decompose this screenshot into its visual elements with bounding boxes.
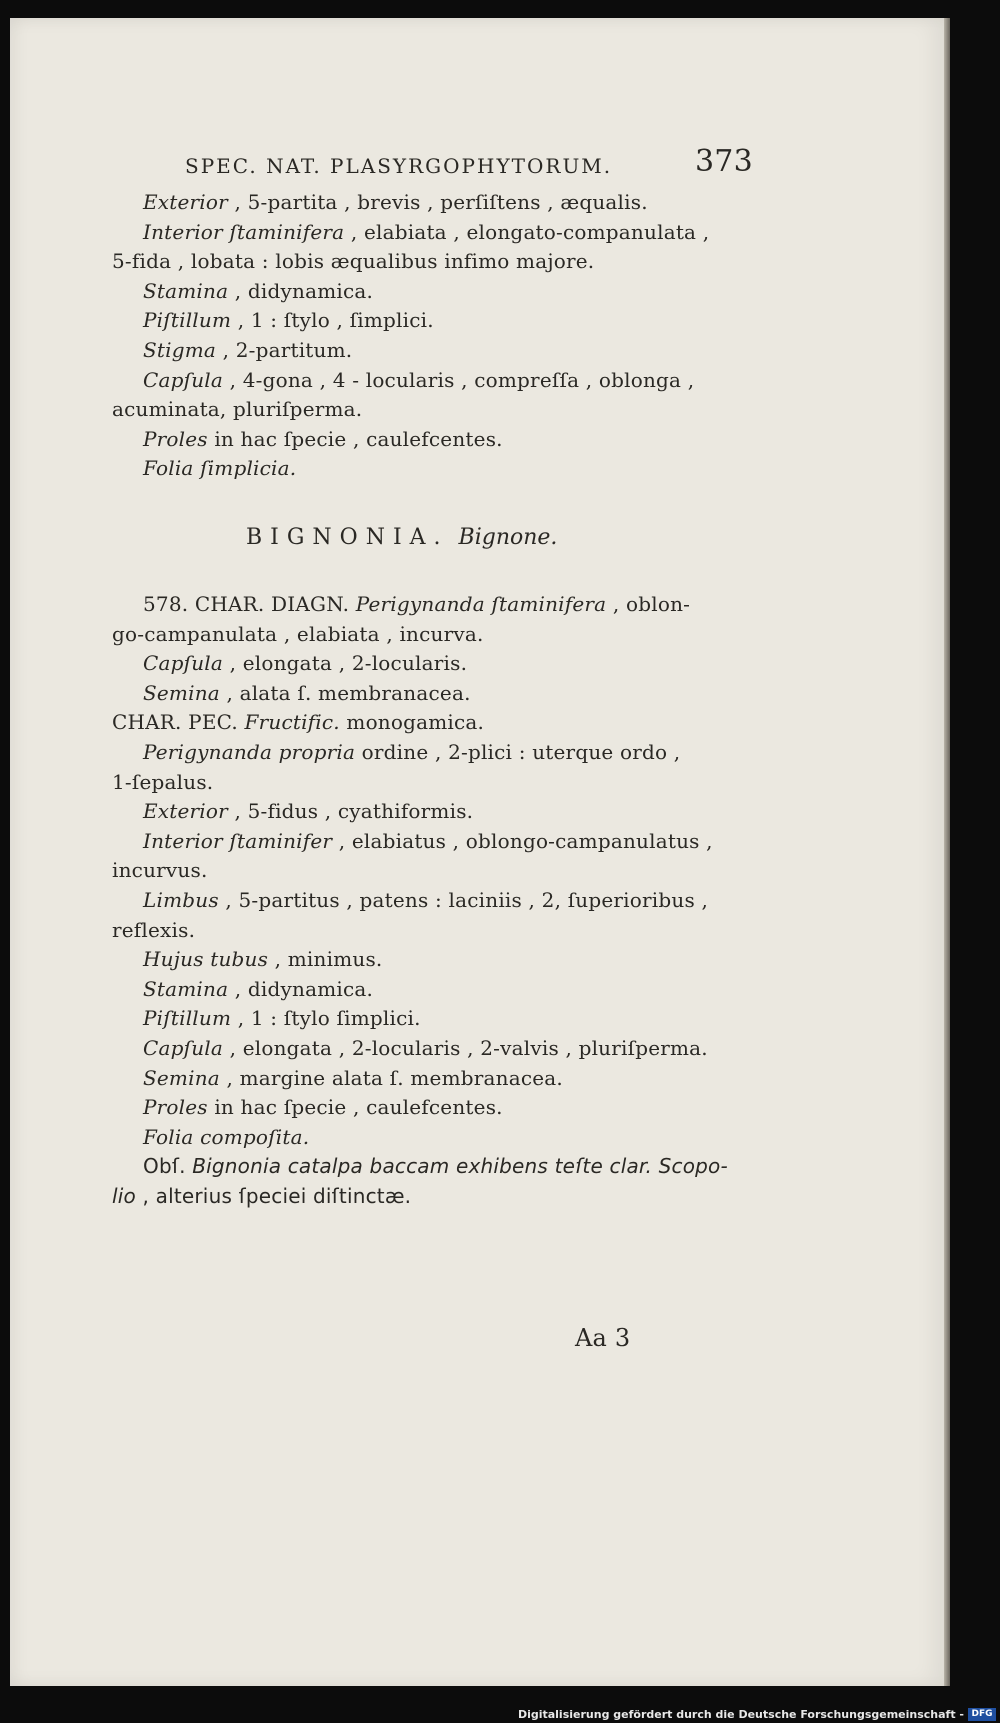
text-run: ordine , 2-plici : uterque ordo ,	[355, 740, 681, 764]
text-run: 5-fida , lobata : lobis æqualibus infimo majore.	[112, 249, 595, 274]
lines-bottom-line	[143, 738, 680, 766]
text-run: , 5-partita , brevis , perſiſtens , æqualis.	[227, 190, 648, 214]
page-number: 373	[695, 144, 753, 179]
text-run: , didynamica.	[228, 976, 374, 1001]
lines-bottom-line	[112, 768, 213, 796]
text-run: Hujus tubus	[143, 947, 269, 972]
lines-bottom-line	[143, 1034, 708, 1062]
lines-bottom-line	[143, 679, 471, 707]
signature-mark: Aa 3	[575, 1324, 631, 1352]
text-run: in hac ſpecie , caulefcentes.	[207, 1095, 503, 1120]
text-run: Semina	[143, 680, 220, 705]
text-run: , oblon-	[606, 592, 691, 616]
lines-top-line	[112, 395, 362, 423]
lines-top-line	[143, 366, 694, 394]
text-run: , didynamica.	[228, 278, 374, 303]
text-run: Semina	[143, 1065, 220, 1090]
text-run: , elabiatus , oblongo-campanulatus ,	[332, 828, 713, 853]
section-subtitle: Bignone.	[458, 525, 558, 550]
text-run: CHAR. PEC.	[112, 710, 245, 735]
lines-bottom-line	[112, 620, 484, 648]
lines-bottom-line	[143, 1064, 563, 1092]
lines-top-line	[143, 188, 648, 216]
footer-credit: Digitalisierung gefördert durch die Deutsche Forschungsgemeinschaft -	[517, 1708, 964, 1721]
lines-top-line	[112, 247, 594, 275]
text-run: Bignonia catalpa baccam exhibens teſte clar. Scopo-	[192, 1154, 728, 1178]
text-run: , elabiata , elongato-companulata ,	[344, 219, 710, 244]
text-run: 578. CHAR. DIAGN.	[143, 592, 356, 616]
text-run: Exterior	[143, 799, 228, 824]
lines-bottom-line	[143, 886, 708, 914]
text-run: , minimus.	[268, 947, 383, 972]
lines-top-line	[143, 336, 352, 364]
text-run: , 4-gona , 4 - locularis , compreſſa , oblonga ,	[223, 367, 695, 392]
text-run: incurvus.	[112, 858, 208, 883]
text-run: compoſita.	[193, 1124, 310, 1149]
text-run: Stamina	[143, 976, 229, 1001]
text-run: Folia	[143, 1124, 194, 1149]
text-run: , elongata , 2-locularis , 2-valvis , pluriſperma.	[223, 1036, 708, 1060]
text-run: 1-ſepalus.	[112, 769, 214, 794]
lines-top-line	[143, 218, 709, 246]
text-run: Interior ſtaminifera	[143, 219, 345, 244]
text-run: , elongata , 2-locularis.	[223, 651, 468, 676]
running-head: SPEC. NAT. PLASYRGOPHYTORUM.	[185, 154, 613, 178]
text-run: Interior ſtaminifer	[143, 828, 333, 853]
section-title: BIGNONIA.	[246, 525, 449, 550]
text-run: in hac ſpecie , caulefcentes.	[207, 426, 503, 451]
text-run: Stamina	[143, 278, 229, 303]
text-run: Folia ſimplicia.	[143, 456, 297, 481]
text-run: monogamica.	[339, 710, 485, 735]
text-run: Obſ.	[143, 1154, 193, 1178]
text-run: Exterior	[143, 190, 228, 214]
text-run: Proles	[143, 426, 208, 451]
text-run: , margine alata ſ. membranacea.	[219, 1065, 563, 1090]
text-run: , 5-partitus , patens : laciniis , 2, ſuperioribus ,	[218, 888, 709, 912]
text-run: Capſula	[143, 367, 224, 392]
dfg-logo: DFG	[968, 1708, 996, 1721]
text-run: Piſtillum	[143, 1006, 232, 1031]
text-run: Stigma	[143, 338, 217, 362]
text-run: Perigynanda ſtaminifera	[355, 592, 607, 616]
lines-top-line	[143, 306, 434, 334]
text-run: Perigynanda propria	[143, 740, 356, 764]
text-run: Capſula	[143, 651, 224, 676]
text-run: , 5-fidus , cyathiformis.	[227, 799, 474, 824]
lines-bottom-line	[143, 1093, 503, 1121]
lines-bottom-line	[143, 945, 382, 973]
lines-top-line	[143, 277, 373, 305]
section-heading	[246, 524, 557, 552]
text-run: Fructific.	[244, 710, 340, 735]
text-run: lio	[112, 1183, 136, 1208]
text-run: , alata ſ. membranacea.	[219, 680, 471, 705]
text-run: , 1 : ſtylo , ſimplici.	[231, 308, 434, 333]
lines-top-line	[143, 425, 503, 453]
text-run: reflexis.	[112, 917, 196, 942]
text-run: Piſtillum	[143, 308, 232, 333]
lines-bottom-line	[143, 649, 467, 677]
observation-line	[112, 1182, 411, 1210]
observation-line	[143, 1152, 728, 1180]
lines-bottom-line	[112, 916, 195, 944]
lines-bottom-line	[143, 1004, 421, 1032]
page-edge	[944, 18, 950, 1686]
lines-bottom-line	[112, 856, 208, 884]
text-run: Capſula	[143, 1036, 224, 1060]
text-run: , 2-partitum.	[216, 338, 353, 362]
lines-bottom-line	[143, 1123, 309, 1151]
text-run: , alterius ſpeciei diſtinctæ.	[135, 1183, 412, 1208]
lines-bottom-line	[143, 975, 373, 1003]
lines-top-line	[143, 454, 296, 482]
text-run: acuminata, pluriſperma.	[112, 397, 363, 422]
text-run: Limbus	[143, 888, 219, 912]
lines-bottom-line	[143, 797, 473, 825]
lines-bottom-line	[143, 827, 713, 855]
text-run: go-campanulata , elabiata , incurva.	[112, 621, 484, 646]
lines-bottom-line	[143, 590, 690, 618]
text-run: , 1 : ſtylo ſimplici.	[231, 1006, 421, 1031]
text-run: Proles	[143, 1095, 208, 1120]
lines-bottom-line	[112, 708, 484, 736]
